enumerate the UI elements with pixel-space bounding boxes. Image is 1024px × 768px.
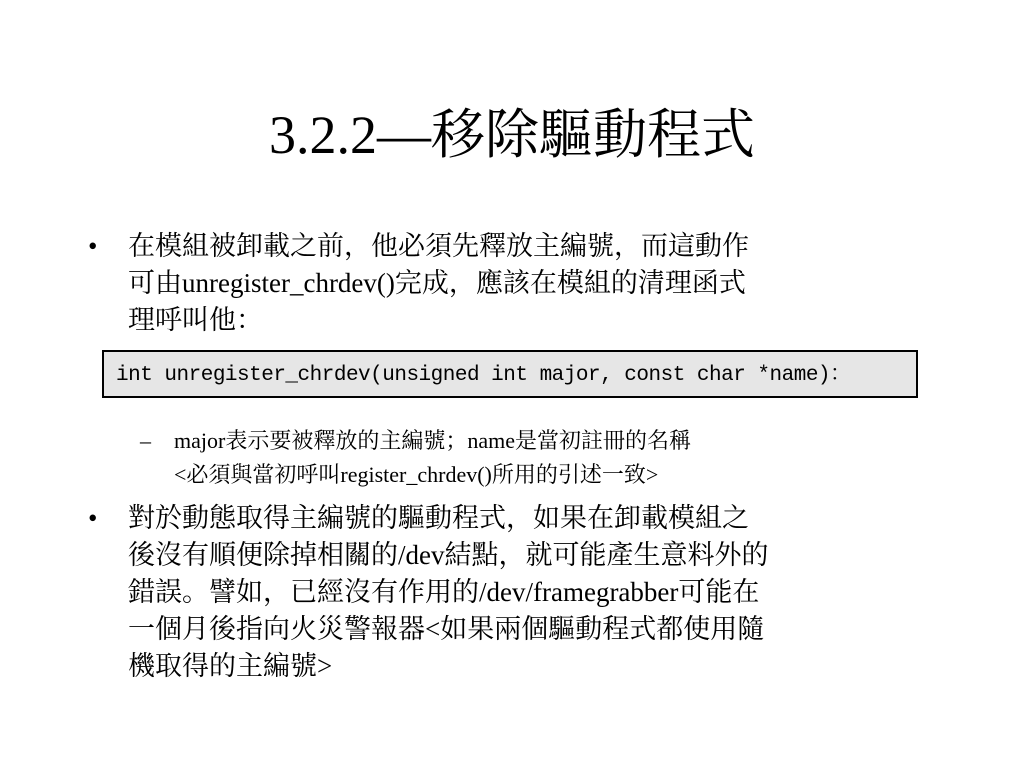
- subbullet-text: [174, 424, 960, 492]
- slide-title: 3.2.2—移除驅動程式: [269, 105, 755, 165]
- subbullet-line: major表示要被釋放的主編號；name是當初註冊的名稱: [174, 428, 691, 453]
- bullet-marker: •: [88, 503, 98, 533]
- bullet-line: 理呼叫他：: [128, 305, 263, 335]
- bullet-text: [128, 228, 948, 339]
- bullet-line: 機取得的主編號>: [128, 651, 333, 681]
- bullet-line: 一個月後指向火災警報器<如果兩個驅動程式都使用隨: [128, 614, 765, 644]
- bullet-line: 可由unregister_chrdev()完成，應該在模組的清理函式: [128, 268, 746, 298]
- bullet-line: 後沒有順便除掉相關的/dev結點，就可能產生意料外的: [128, 540, 769, 570]
- bullet-line: 錯誤。譬如，已經沒有作用的/dev/framegrabber可能在: [128, 577, 760, 607]
- subbullet-parameters: [140, 424, 960, 492]
- bullet-line: 對於動態取得主編號的驅動程式，如果在卸載模組之: [128, 503, 749, 533]
- bullet-marker: •: [88, 231, 98, 261]
- code-box: [102, 350, 918, 398]
- subbullet-line: <必須與當初呼叫register_chrdev()所用的引述一致>: [174, 462, 659, 487]
- code-signature: int unregister_chrdev(unsigned int major, const char *name)：: [116, 364, 851, 387]
- bullet-dynamic-major: [88, 500, 948, 685]
- bullet-line: 在模組被卸載之前，他必須先釋放主編號，而這動作: [128, 231, 749, 261]
- bullet-unregister-major: [88, 228, 948, 339]
- bullet-text: [128, 500, 948, 685]
- subbullet-marker: –: [140, 428, 151, 453]
